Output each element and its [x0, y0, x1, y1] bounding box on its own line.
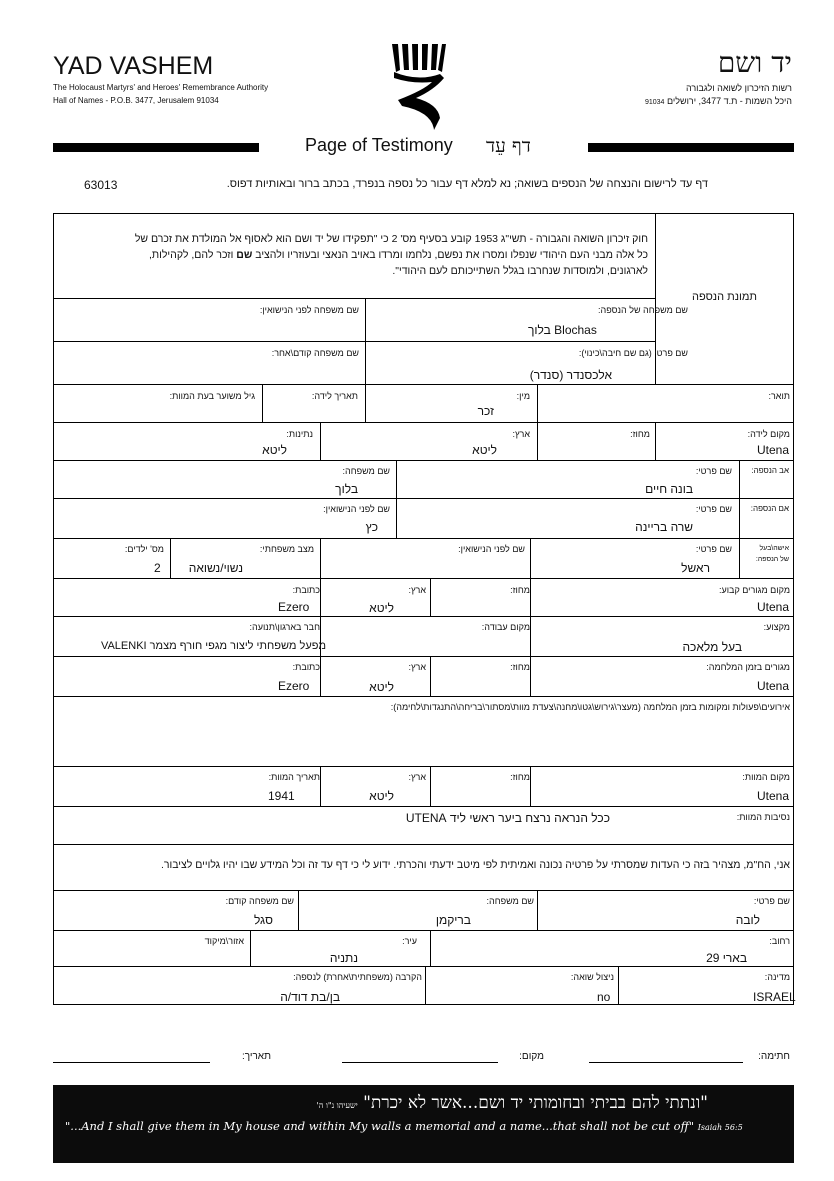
zip-label: אזור\מיקוד [204, 936, 244, 946]
submitter-surname-label: שם משפחה: [486, 896, 534, 906]
wartime-address-value[interactable]: Ezero [278, 679, 310, 693]
father-surname-value[interactable]: בלוך [335, 482, 358, 496]
org-address-en: Hall of Names - P.O.B. 3477, Jerusalem 91034 [53, 96, 219, 105]
death-place-label: מקום המוות: [742, 772, 790, 782]
title-label: תואר: [768, 391, 790, 401]
wartime-country-value[interactable]: ליטא [369, 680, 394, 694]
footer-quote-he-ref: ישעיהו נ"ו ה' [316, 1101, 358, 1110]
birth-country-value[interactable]: ליטא [472, 443, 497, 457]
member-label: חבר בארגון\תנועה: [249, 622, 320, 632]
death-date-value[interactable]: 1941 [268, 789, 295, 803]
residence-country-value[interactable]: ליטא [369, 601, 394, 615]
yad-vashem-logo [388, 42, 448, 132]
residence-country-label: ארץ: [408, 585, 426, 595]
birthplace-value[interactable]: Utena [757, 443, 790, 457]
city-label: עיר: [402, 936, 417, 946]
law-text-line-1: חוק זיכרון השואה והגבורה - תשי"ג 1953 קובע בסעיף מס' 2 כי "תפקידו של יד ושם הוא לאסוף אל המולדת את זכרם של [134, 233, 648, 245]
father-first-label: שם פרטי: [695, 466, 732, 476]
victim-surname-label: שם משפחה של הנספה: [597, 305, 688, 315]
law-text-shem: שם [236, 249, 253, 261]
declaration-text: אני, הח"מ, מצהיר בזה כי העדות שמסרתי על פרטיה נכונה ואמיתית לפי מיטב ידעתי והכרתי. ידוע לי כי דף עד זה וכל המידע שבו יהיו גלויים לציבור. [160, 859, 790, 871]
marital-value[interactable]: נשוי/נשואה [188, 561, 243, 575]
city-value[interactable]: נתניה [329, 951, 358, 965]
title-bar-left [53, 143, 259, 152]
law-text-line-3: לארגונים, ולמוסדות שנחרבו בגלל השתייכותם לעם היהודי". [392, 265, 648, 277]
death-date-label: תאריך המוות: [268, 772, 320, 782]
spouse-first-label: שם פרטי: [695, 544, 732, 554]
spouse-side-label-1: אישה\בעל [759, 545, 789, 552]
footer-quote-en [65, 1119, 743, 1133]
org-zip-he: 91034 [644, 99, 665, 106]
death-place-value[interactable]: Utena [757, 789, 790, 803]
nationality-label: נתינות: [286, 429, 313, 439]
spouse-maiden-label: שם לפני הנישואין: [458, 544, 525, 554]
gender-label: מין: [516, 391, 530, 401]
survivor-label: ניצול שואה: [570, 972, 614, 982]
page-title-en: Page of Testimony [305, 135, 453, 155]
date-line[interactable] [53, 1062, 210, 1063]
mother-maiden-label: שם לפני הנישואין: [323, 504, 390, 514]
spouse-side-label [756, 543, 789, 565]
mother-maiden-value[interactable]: כץ [365, 520, 378, 534]
children-label: מס' ילדים: [124, 544, 164, 554]
father-surname-label: שם משפחה: [342, 466, 390, 476]
nationality-value[interactable]: ליטא [262, 443, 287, 457]
law-text-line-2a: כל אלה מבני העם היהודי שנפלו ומסרו את נפשם, נלחמו ומרדו באויב הנאצי ובעוזריו ולהציב [252, 249, 648, 261]
spouse-side-label-2: של הנספה: [755, 556, 789, 563]
death-district-label: מחוז: [510, 772, 530, 782]
birthplace-label: מקום לידה: [747, 429, 790, 439]
residence-district-label: מחוז: [510, 585, 530, 595]
gender-value[interactable]: זכר [477, 404, 494, 418]
residence-place-value[interactable]: Utena [757, 600, 790, 614]
victim-firstname-label: שם פרטי (גם שם חיבה\כינוי): [578, 348, 688, 358]
photo-label: תמונת הנספה [692, 291, 757, 303]
title-bar-right [588, 143, 794, 152]
sign-label: חתימה: [758, 1051, 790, 1062]
residence-address-label: כתובת: [292, 585, 320, 595]
submitter-first-value[interactable]: לובה [735, 913, 760, 927]
page-title-he: דף עֵד [486, 135, 531, 157]
street-label: רחוב: [769, 936, 790, 946]
dob-label: תאריך לידה: [311, 391, 358, 401]
relation-label: הקרבה (משפחתית\אחרת) לנספה: [293, 972, 422, 982]
relation-value[interactable]: בן/בת דוד/ה [280, 990, 340, 1004]
law-text [60, 231, 648, 279]
wartime-place-value[interactable]: Utena [757, 679, 790, 693]
wartime-address-label: כתובת: [292, 662, 320, 672]
sign-line[interactable] [589, 1062, 743, 1063]
footer-quote-he-text: "ונתתי להם בביתי ובחומותי יד ושם...אשר לא יכרת" [363, 1093, 708, 1113]
org-subtitle-en: The Holocaust Martyrs' and Heroes' Remembrance Authority [53, 83, 269, 92]
survivor-value[interactable]: no [597, 990, 611, 1004]
events-label: אירועים\פעולות ומקומות בזמן המלחמה (מעצר\גירוש\גטו\מחנה\צעדת מוות\מסתור\בריחה\התנגדות\לחימה): [390, 702, 790, 712]
member-value[interactable]: מפעל משפחתי ליצור מגפי חורף מצמר VALENKI [100, 640, 326, 652]
wartime-district-label: מחוז: [510, 662, 530, 672]
circumstances-label: נסיבות המוות: [736, 812, 790, 822]
submitter-first-label: שם פרטי: [753, 896, 790, 906]
footer-quote-he [317, 1093, 708, 1113]
father-first-value[interactable]: בונה חיים [645, 482, 693, 496]
submitter-surname-value[interactable]: בריקמן [435, 913, 471, 927]
victim-maiden-label: שם משפחה לפני הנישואין: [259, 305, 359, 315]
residence-place-label: מקום מגורים קבוע: [718, 585, 790, 595]
death-country-value[interactable]: ליטא [369, 789, 394, 803]
children-value[interactable]: 2 [154, 561, 161, 575]
birth-country-label: ארץ: [512, 429, 530, 439]
country-label: מדינה: [764, 972, 790, 982]
death-country-label: ארץ: [408, 772, 426, 782]
residence-address-value[interactable]: Ezero [278, 600, 310, 614]
org-name-he: יד ושם [717, 46, 792, 79]
profession-value[interactable]: בעל מלאכה [682, 640, 742, 654]
mother-first-value[interactable]: שרה בריינה [635, 520, 693, 534]
mother-side-label: אם הנספה: [750, 504, 789, 513]
instructions: דף עד לרישום והנצחה של הנספים בשואה; נא למלא דף עבור כל נספה בנפרד, בכתב ברור ובאותיות דפוס. [226, 178, 708, 190]
profession-label: מקצוע: [763, 622, 790, 632]
law-text-line-2 [60, 247, 648, 263]
father-side-label: אב הנספה: [751, 466, 789, 475]
age-label: גיל משוער בעת המוות: [169, 391, 255, 401]
street-value[interactable]: בארי 29 [706, 951, 747, 965]
footer-quote-en-ref: Isaiah 56:5 [697, 1123, 743, 1132]
submitter-prev-label: שם משפחה קודם: [225, 896, 294, 906]
org-name-en: YAD VASHEM [53, 52, 214, 80]
submitter-prev-value[interactable]: סגל [253, 913, 273, 927]
workplace-label: מקום עבודה: [481, 622, 530, 632]
footer-banner [53, 1085, 794, 1163]
place-line[interactable] [342, 1062, 498, 1063]
marital-label: מצב משפחתי: [259, 544, 314, 554]
wartime-place-label: מגורים בזמן המלחמה: [706, 662, 790, 672]
org-address-he-text: היכל השמות - ת.ד 3477, ירושלים [666, 96, 792, 106]
circumstances-value[interactable]: ככל הנראה נרצח ביער ראשי ליד UTENA [405, 811, 610, 825]
footer-quote-en-text: "...And I shall give them in My house and within My walls a memorial and a name...that shall not be cut off" [65, 1119, 695, 1133]
victim-surname-value[interactable]: בלוך Blochas [528, 323, 597, 337]
birth-district-label: מחוז: [630, 429, 650, 439]
form-number: 63013 [84, 178, 118, 192]
country-value[interactable]: ISRAEL [753, 990, 796, 1004]
date-label: תאריך: [241, 1051, 271, 1062]
law-text-line-2b: וזכר להם, לקהילות, [148, 249, 237, 261]
wartime-country-label: ארץ: [408, 662, 426, 672]
place-label: מקום: [519, 1051, 544, 1062]
mother-first-label: שם פרטי: [695, 504, 732, 514]
spouse-first-value[interactable]: ראשל [681, 561, 710, 575]
victim-firstname-value[interactable]: אלכסנדר (סנדר) [529, 368, 612, 382]
org-subtitle-he: רשות הזיכרון לשואה ולגבורה [685, 83, 792, 93]
org-address-he [645, 96, 792, 106]
victim-prev-surname-label: שם משפחה קודם\אחר: [271, 348, 359, 358]
